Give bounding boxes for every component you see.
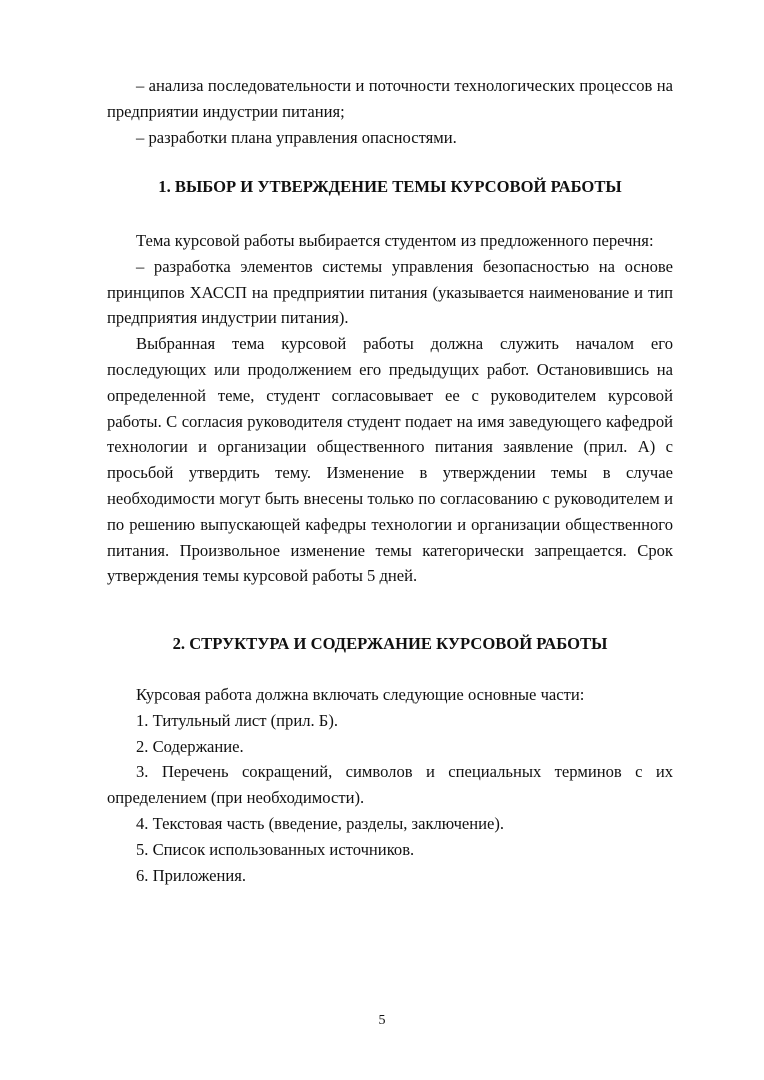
structure-list-item: 6. Приложения. bbox=[136, 865, 247, 885]
section-1-heading: 1. ВЫБОР И УТВЕРЖДЕНИЕ ТЕМЫ КУРСОВОЙ РАБОТЫ bbox=[158, 177, 622, 196]
structure-list-item: 1. Титульный лист (прил. Б). bbox=[136, 710, 338, 730]
structure-list-item: 5. Список использованных источников. bbox=[136, 839, 415, 859]
section-1-paragraph: Тема курсовой работы выбирается студентом из предложенного перечня: bbox=[136, 231, 654, 250]
page-number: 5 bbox=[378, 1013, 386, 1028]
section-1-paragraph: – разработка элементов системы управления безопасностью на основе принципов ХАССП на предприятии питания (указывается наименование и тип предприятия индустрии питания). bbox=[107, 256, 673, 328]
structure-list-item: 4. Текстовая часть (введение, разделы, заключение). bbox=[136, 813, 505, 833]
structure-list-item: 2. Содержание. bbox=[136, 736, 244, 756]
intro-list-item: – разработки плана управления опасностями. bbox=[136, 127, 457, 147]
section-2-body bbox=[107, 682, 673, 888]
section-1-paragraph: Выбранная тема курсовой работы должна служить началом его последующих или продолжением его предыдущих работ. Остановившись на определенной теме, студент согласовывает ее с руководителем курсовой работы. С согласия руководителя студент подает на имя заведующего кафедрой технологии и организации общественного питания заявление (прил. А) с просьбой утвердить тему. Изменение в утверждении темы в случае необходимости могут быть внесены только по согласованию с руководителем и по решению выпускающей кафедры технологии и организации общественного питания. Произвольное изменение темы категорически запрещается. Срок утверждения темы курсовой работы 5 дней. bbox=[107, 334, 673, 586]
section-1-body bbox=[107, 228, 673, 589]
intro-list-item: – анализа последовательности и поточности технологических процессов на предприятии индустрии питания; bbox=[107, 76, 673, 121]
structure-list-item: 3. Перечень сокращений, символов и специальных терминов с их определением (при необходимости). bbox=[107, 762, 673, 808]
section-2-intro: Курсовая работа должна включать следующие основные части: bbox=[136, 685, 585, 704]
section-2-heading: 2. СТРУКТУРА И СОДЕРЖАНИЕ КУРСОВОЙ РАБОТЫ bbox=[172, 634, 608, 653]
intro-list bbox=[107, 73, 673, 150]
